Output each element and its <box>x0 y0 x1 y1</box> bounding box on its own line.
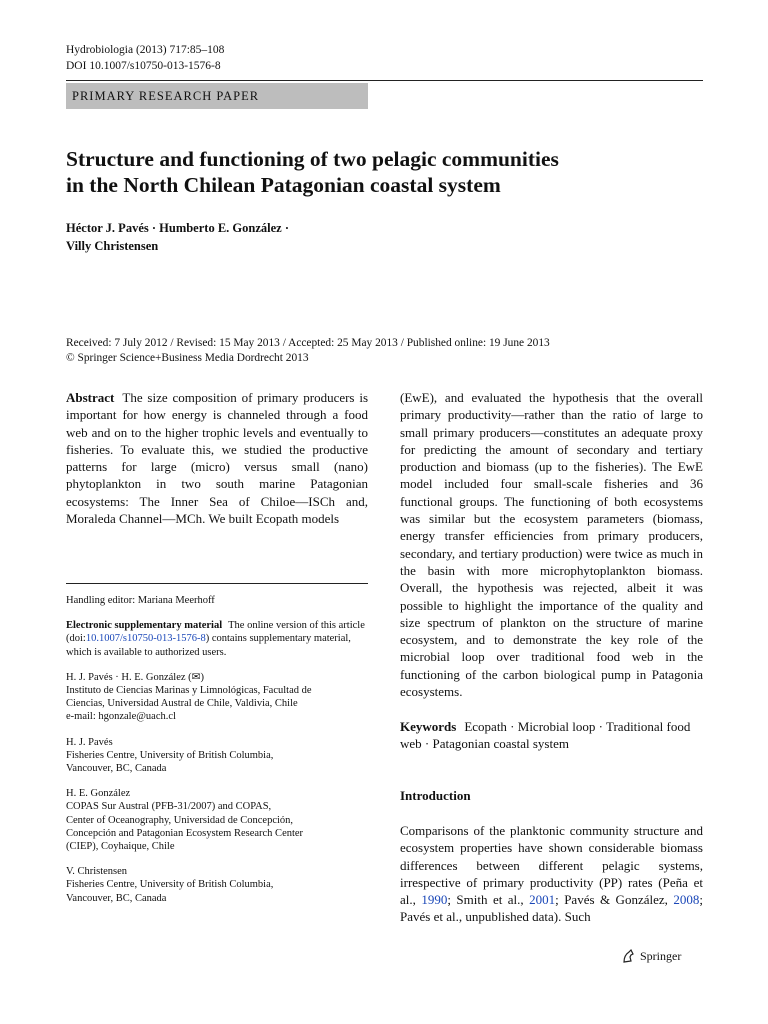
affiliation-2-line-1: Fisheries Centre, University of British Columbia, <box>66 749 274 761</box>
publication-dates <box>66 336 706 366</box>
title-line-2: in the North Chilean Patagonian coastal system <box>66 173 501 197</box>
affiliation-1-line-1: Instituto de Ciencias Marinas y Limnológicas, Facultad de <box>66 685 312 697</box>
authors-line-1: Héctor J. Pavés · Humberto E. González · <box>66 221 289 235</box>
publisher-mark <box>620 948 681 964</box>
introduction-heading: Introduction <box>400 788 471 803</box>
footnote-rule <box>66 583 368 584</box>
dates-line: Received: 7 July 2012 / Revised: 15 May 2013 / Accepted: 25 May 2013 / Published online: 19 June 2013 <box>66 337 550 349</box>
affiliation-3-line-1: COPAS Sur Austral (PFB-31/2007) and COPAS, <box>66 801 272 813</box>
paper-title <box>66 146 666 198</box>
abstract-right <box>400 389 703 700</box>
abstract-text-left: The size composition of primary producers is important for how energy is channeled through a food web and on to the higher trophic levels and eventually to fisheries. To evaluate this, we studied the productive patterns for large (micro) versus small (nano) phytoplankton in two south marine Patagonian ecosystems: The Inner Sea of Chiloe—ISCh and, Moraleda Channel—MCh. We built Ecopath models <box>66 390 368 527</box>
title-line-1: Structure and functioning of two pelagic communities <box>66 147 559 171</box>
affiliation-2 <box>66 736 372 776</box>
authors <box>66 219 466 255</box>
affiliation-4-line-1: Fisheries Centre, University of British Columbia, <box>66 879 274 891</box>
esm-doi-link[interactable]: 10.1007/s10750-013-1576-8 <box>85 633 206 645</box>
affiliation-2-line-2: Vancouver, BC, Canada <box>66 763 167 775</box>
handling-editor: Handling editor: Mariana Meerhoff <box>66 595 215 606</box>
abstract-text-right: (EwE), and evaluated the hypothesis that the overall primary productivity—rather than the ratio of large to small primary producers—constitutes an adequate proxy for predicting the amount of secondary and tertiary production and biomass (up to the fisheries). The EwE model included four small-scale fisheries and 36 functional groups. The functioning of both ecosystems was similar but the ecosystem parameters (biomass, energy transfer efficiencies from primary producers, secondary, and tertiary production) were twice as much in the basin with more microphytoplankton biomass. Overall, the hypothesis was rejected, albeit it was possible to highlight the importance of the quality and size spectrum of plankton on the structure of marine ecosystem, and to demonstrate the key role of the microbial loop over traditional food web in the functioning of the carbon biological pump in Patagonia ecosystems. <box>400 390 703 700</box>
affiliation-3 <box>66 787 372 853</box>
affiliation-3-line-4: (CIEP), Coyhaique, Chile <box>66 841 175 853</box>
intro-text-4: ; Pavés et al., unpublished data). Such <box>400 892 703 925</box>
esm-text-2: ) contains supplementary material, which is available to authorized users. <box>66 633 351 658</box>
affiliation-3-line-2: Center of Oceanography, Universidad de Concepción, <box>66 814 294 826</box>
keywords-text: Ecopath · Microbial loop · Traditional food web · Patagonian coastal system <box>400 719 691 752</box>
keywords-label: Keywords <box>400 719 457 734</box>
journal-citation: Hydrobiologia (2013) 717:85–108 <box>66 44 225 56</box>
esm-text-1: The online version of this article (doi: <box>66 620 365 645</box>
citation-link-2001[interactable]: 2001 <box>529 892 556 908</box>
affiliation-4-name: V. Christensen <box>66 866 128 878</box>
affiliation-4-line-2: Vancouver, BC, Canada <box>66 892 167 904</box>
springer-horse-icon <box>620 948 636 964</box>
abstract-label: Abstract <box>66 390 115 405</box>
keywords <box>400 718 703 753</box>
publisher-name: Springer <box>640 948 682 963</box>
citation-link-1990[interactable]: 1990 <box>421 892 448 908</box>
doi-line: DOI 10.1007/s10750-013-1576-8 <box>66 60 221 72</box>
affiliation-1-line-2: Ciencias, Universidad Austral de Chile, Valdivia, Chile <box>66 698 298 710</box>
affiliation-3-name: H. E. González <box>66 788 131 800</box>
header-rule <box>66 80 703 81</box>
intro-text-3: ; Pavés & González, <box>555 892 674 908</box>
footnotes <box>66 594 372 917</box>
affiliation-1 <box>66 671 372 724</box>
authors-line-2: Villy Christensen <box>66 239 159 253</box>
affiliation-1-names: H. J. Pavés · H. E. González (✉) <box>66 671 204 683</box>
journal-header <box>66 42 224 74</box>
affiliation-3-line-3: Concepción and Patagonian Ecosystem Research Center <box>66 827 304 839</box>
intro-text-2: ; Smith et al., <box>447 892 530 908</box>
affiliation-2-name: H. J. Pavés <box>66 736 113 748</box>
esm-label: Electronic supplementary material <box>66 620 223 632</box>
section-banner: PRIMARY RESEARCH PAPER <box>66 83 368 109</box>
copyright-line: © Springer Science+Business Media Dordrecht 2013 <box>66 352 309 364</box>
affiliation-1-email[interactable]: e-mail: hgonzale@uach.cl <box>66 711 176 723</box>
citation-link-2008[interactable]: 2008 <box>673 892 700 908</box>
esm-note <box>66 619 372 659</box>
affiliation-4 <box>66 865 372 905</box>
abstract-left <box>66 389 368 527</box>
intro-text-1: Comparisons of the planktonic community structure and ecosystem properties have shown considerable biomass differences between different pelagic systems, irrespective of primary productivity (PP) rates (Peña et al., <box>400 823 703 908</box>
introduction-body <box>400 822 703 926</box>
